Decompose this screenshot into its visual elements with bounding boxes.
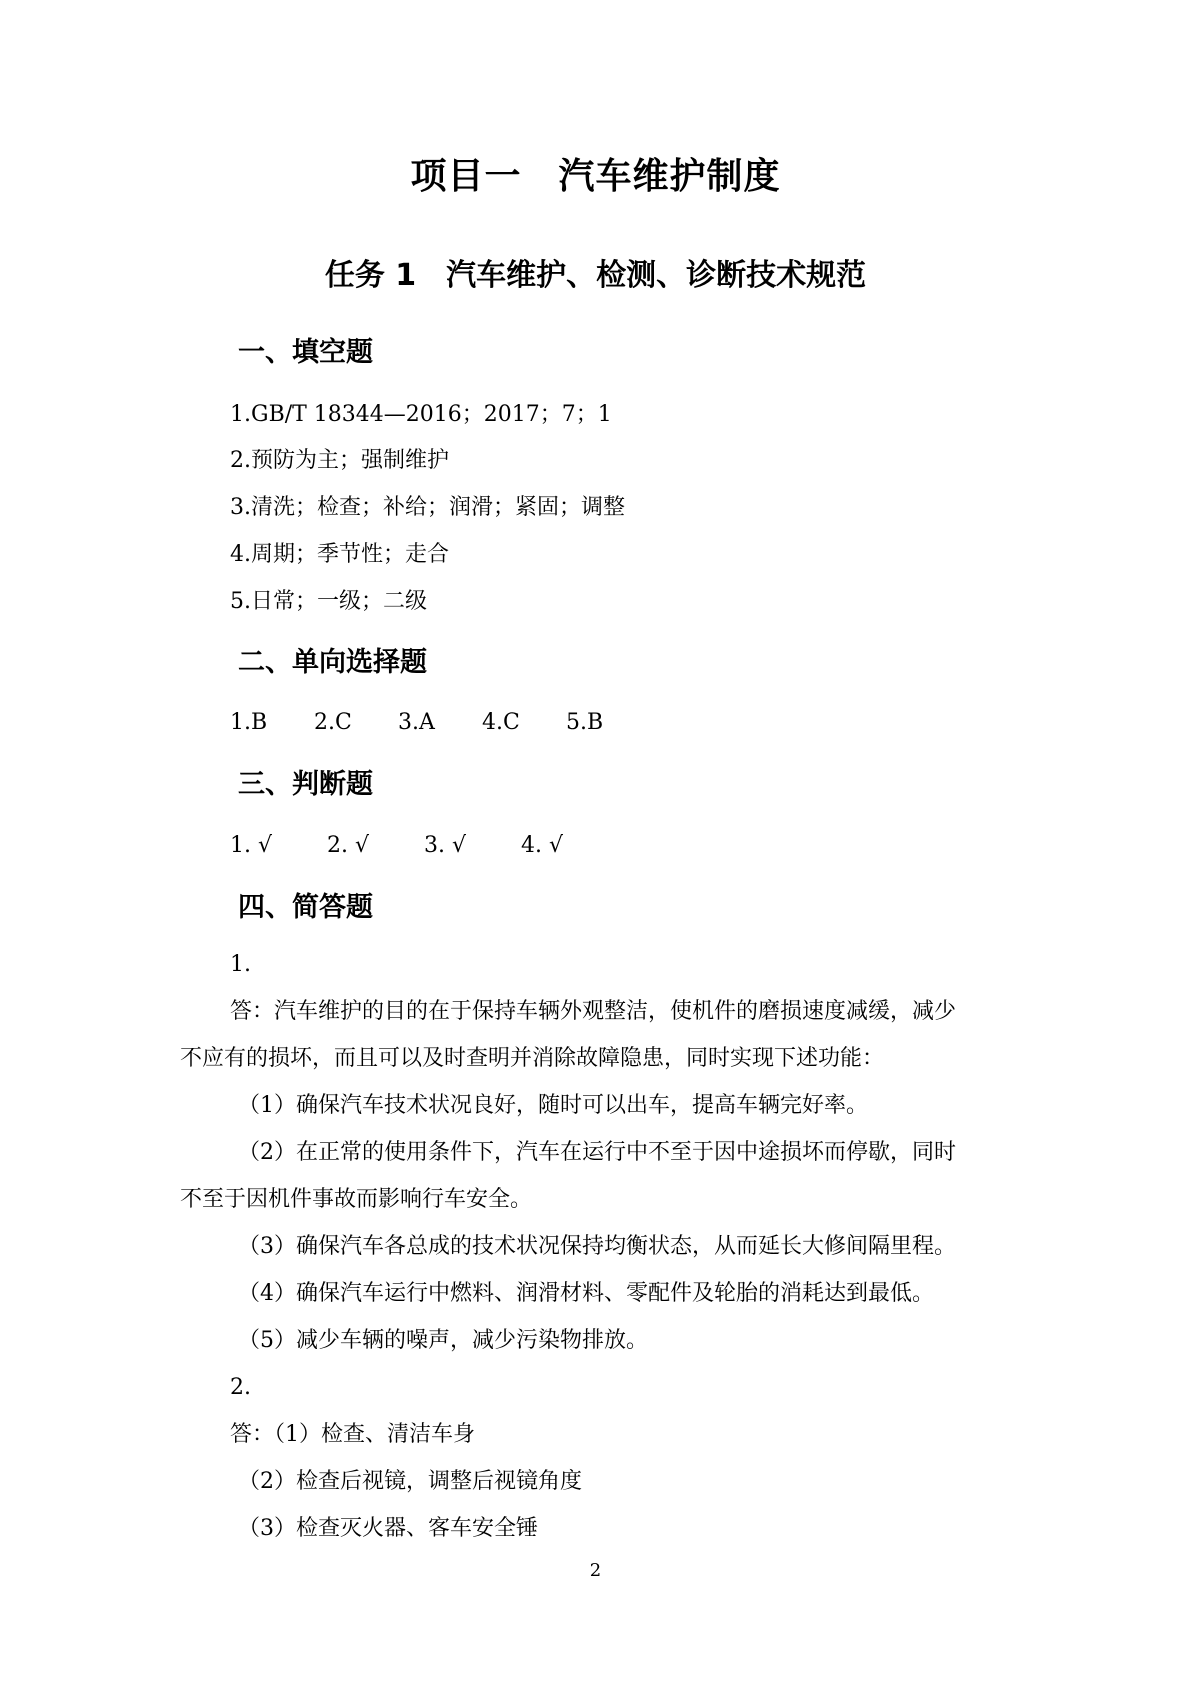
- task-title: 任务 1 汽车维护、检测、诊断技术规范: [324, 258, 867, 293]
- choice-answer: 2.C: [314, 710, 352, 735]
- fill-blank-item-1: 1.GB/T 18344—2016；2017；7；1: [230, 402, 612, 427]
- short-answer-q1-point5: （5）减少车辆的噪声，减少污染物排放。: [238, 1328, 648, 1353]
- judge-answer: 3. √: [424, 833, 467, 858]
- short-answer-q2-point2: （2）检查后视镜，调整后视镜角度: [238, 1469, 582, 1494]
- short-answer-q1-point1: （1）确保汽车技术状况良好，随时可以出车，提高车辆完好率。: [238, 1093, 868, 1118]
- section-heading-true-false: 三、判断题: [238, 769, 373, 800]
- single-choice-answers: [230, 708, 650, 738]
- short-answer-q1-line2: 不应有的损坏，而且可以及时查明并消除故障隐患，同时实现下述功能：: [180, 1046, 885, 1071]
- short-answer-q1-number: 1.: [230, 952, 251, 977]
- short-answer-q2-line1: 答：（1）检查、清洁车身: [230, 1422, 475, 1447]
- choice-answer: 3.A: [398, 710, 435, 735]
- judge-answer: 4. √: [521, 833, 564, 858]
- choice-answer: 4.C: [482, 710, 520, 735]
- short-answer-q1-point2-line1: （2）在正常的使用条件下，汽车在运行中不至于因中途损坏而停歇，同时: [238, 1140, 956, 1165]
- fill-blank-item-2: 2.预防为主；强制维护: [230, 448, 449, 473]
- page-number: 2: [589, 1560, 602, 1581]
- fill-blank-item-3: 3.清洗；检查；补给；润滑；紧固；调整: [230, 495, 625, 520]
- section-heading-short-answer: 四、简答题: [238, 892, 373, 923]
- true-false-answers: [230, 831, 618, 861]
- project-title: 项目一 汽车维护制度: [410, 156, 781, 197]
- section-heading-single-choice: 二、单向选择题: [238, 647, 427, 678]
- judge-answer: 1. √: [230, 833, 273, 858]
- short-answer-q1-point4: （4）确保汽车运行中燃料、润滑材料、零配件及轮胎的消耗达到最低。: [238, 1281, 934, 1306]
- short-answer-q2-point3: （3）检查灭火器、客车安全锤: [238, 1516, 538, 1541]
- short-answer-q1-point2-line2: 不至于因机件事故而影响行车安全。: [180, 1187, 533, 1212]
- fill-blank-item-5: 5.日常；一级；二级: [230, 589, 427, 614]
- section-heading-fill-blank: 一、填空题: [238, 337, 373, 368]
- choice-answer: 1.B: [230, 710, 268, 735]
- choice-answer: 5.B: [566, 710, 604, 735]
- judge-answer: 2. √: [327, 833, 370, 858]
- short-answer-q1-point3: （3）确保汽车各总成的技术状况保持均衡状态，从而延长大修间隔里程。: [238, 1234, 956, 1259]
- short-answer-q1-line1: 答：汽车维护的目的在于保持车辆外观整洁，使机件的磨损速度减缓，减少: [230, 999, 957, 1024]
- fill-blank-item-4: 4.周期；季节性；走合: [230, 542, 449, 567]
- short-answer-q2-number: 2.: [230, 1375, 251, 1400]
